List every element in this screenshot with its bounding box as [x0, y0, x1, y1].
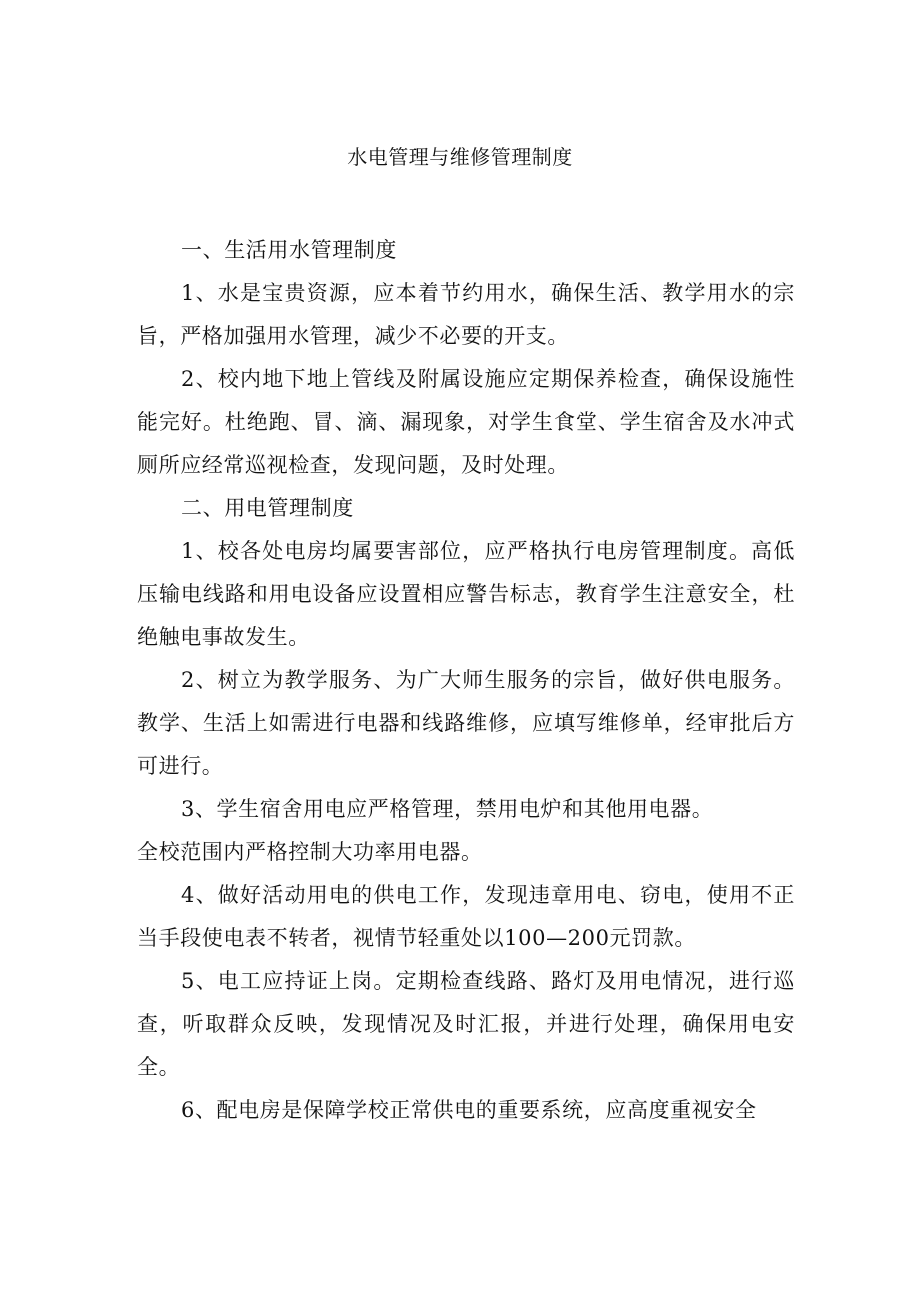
document-body	[137, 229, 795, 1132]
electricity-rule-5: 5、电工应持证上岗。定期检查线路、路灯及用电情况，进行巡查，听取群众反映，发现情况及时汇报，并进行处理，确保用电安全。	[137, 969, 795, 1079]
section-heading-electricity: 二、用电管理制度	[181, 496, 354, 520]
electricity-rule-3: 3、学生宿舍用电应严格管理，禁用电炉和其他用电器。	[181, 797, 714, 821]
electricity-rule-4: 4、做好活动用电的供电工作，发现违章用电、窃电，使用不正当手段使电表不转者，视情节轻重处以100—200元罚款。	[137, 883, 795, 950]
electricity-rule-1: 1、校各处电房均属要害部位，应严格执行电房管理制度。高低压输电线路和用电设备应设置相应警告标志，教育学生注意安全，杜绝触电事故发生。	[137, 539, 795, 649]
section-heading-water: 一、生活用水管理制度	[181, 238, 397, 262]
electricity-rule-6: 6、配电房是保障学校正常供电的重要系统，应高度重视安全	[181, 1098, 757, 1122]
water-rule-1: 1、水是宝贵资源，应本着节约用水，确保生活、教学用水的宗旨，严格加强用水管理，减少不必要的开支。	[137, 281, 795, 348]
electricity-rule-2: 2、树立为教学服务、为广大师生服务的宗旨，做好供电服务。教学、生活上如需进行电器和线路维修，应填写维修单，经审批后方可进行。	[137, 668, 795, 778]
document-title: 水电管理与维修管理制度	[347, 145, 573, 169]
water-rule-2: 2、校内地下地上管线及附属设施应定期保养检查，确保设施性能完好。杜绝跑、冒、滴、漏现象，对学生食堂、学生宿舍及水冲式厕所应经常巡视检查，发现问题，及时处理。	[137, 367, 795, 477]
electricity-rule-3-continued: 全校范围内严格控制大功率用电器。	[137, 840, 483, 864]
